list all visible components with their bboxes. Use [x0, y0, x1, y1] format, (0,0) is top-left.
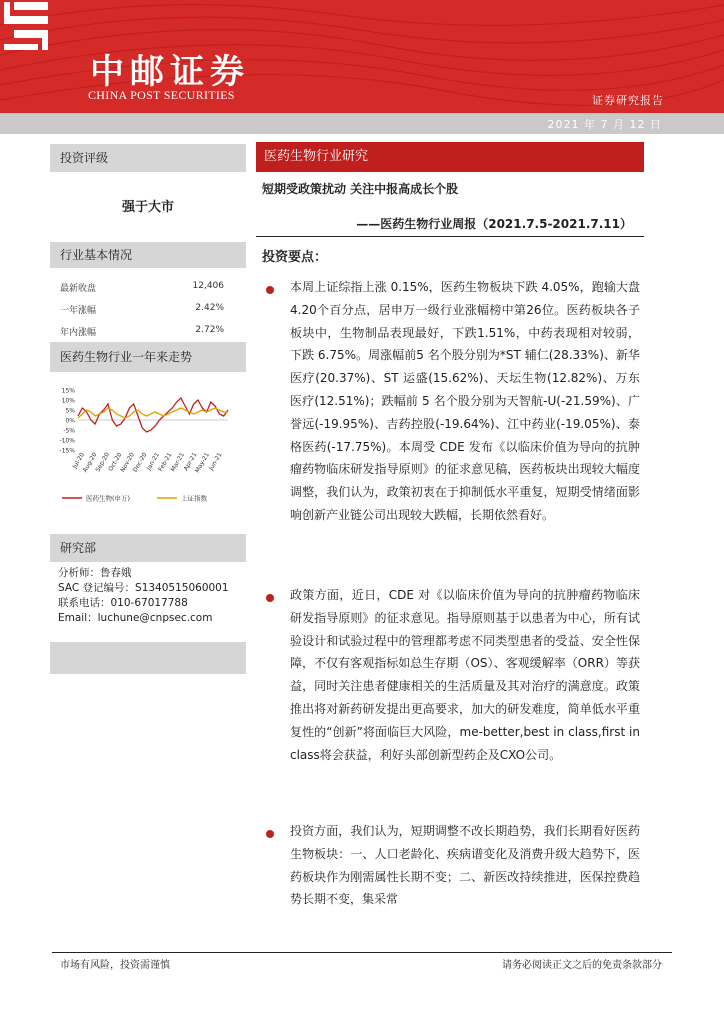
x-tick-label: Jan-21 — [145, 451, 161, 472]
research-label: 研究部 — [50, 534, 246, 562]
legend-label: 上证指数 — [181, 494, 207, 503]
x-tick-label: Nov-20 — [119, 451, 136, 474]
rating-value: 强于大市 — [121, 200, 174, 215]
key-points-heading: 投资要点： — [262, 250, 328, 265]
series-line — [78, 408, 228, 418]
divider — [256, 236, 644, 237]
y-tick-label: 0% — [65, 417, 75, 425]
legend-label: 医药生物(申万) — [86, 494, 131, 503]
x-tick-label: Aug-20 — [81, 451, 99, 474]
section-title-bar: 医药生物行业研究 — [256, 142, 644, 172]
basics-row-label: 年内涨幅 — [60, 328, 97, 338]
y-tick-label: 15% — [61, 387, 75, 395]
bullet-icon — [266, 594, 274, 602]
header-banner — [0, 0, 724, 113]
basics-row-label: 最新收盘 — [60, 284, 97, 294]
basics-row-value: 2.72% — [195, 325, 224, 335]
rating-label: 投资评级 — [50, 144, 246, 172]
bullet-paragraph: 投资方面，我们认为，短期调整不改长期趋势，我们长期看好医药生物板块：一、人口老龄化、疾病谱变化及消费升级大趋势下，医药板块作为刚需属性长期不变；二、新医改持续推进，医保控费趋势长期不变，集采常 — [290, 824, 640, 907]
basics-row-label: 一年涨幅 — [60, 306, 97, 316]
x-tick-label: Jun-21 — [207, 451, 224, 472]
y-tick-label: -10% — [59, 437, 75, 445]
bullet-icon — [266, 830, 274, 838]
y-tick-label: 10% — [61, 397, 75, 405]
basics-row — [60, 303, 236, 316]
date-bar — [0, 113, 724, 134]
analyst-info — [58, 566, 229, 626]
bullet-paragraph: 政策方面，近日，CDE 对《以临床价值为导向的抗肿瘤药物临床研发指导原则》的征求意见。指导原则基于以患者为中心，所有试验设计和试验过程中的管理都考虑不同类型患者的受益、安全性保障，不仅有客观指标如总生存期（OS）、客观缓解率（ORR）等获益，同时关注患者健康相关的生活质量及其对治疗的满意度。政策推出将对新药研发提出更高要求，加大的研发难度，简单低水平重复性的“创新”将面临巨大风险，me-better,best in class,first in class将会获益，利好头部创新型药企及CXO公司。 — [290, 588, 640, 762]
analyst-phone: 联系电话：010-67017788 — [58, 597, 188, 609]
y-tick-label: -5% — [63, 427, 75, 435]
basics-row — [60, 281, 236, 294]
basics-label: 行业基本情况 — [50, 242, 246, 268]
bullet-paragraph: 本周上证综指上涨 0.15%，医药生物板块下跌 4.05%，跑输大盘4.20个百分点，居申万一级行业涨幅榜中第26位。医药板块各子板块中，生物制品表现最好，下跌1.51%，中药表现相对较弱，下跌 6.75%。周涨幅前5 名个股分别为*ST 辅仁(28.33%)、新华医疗(20.37%)、ST 运盛(15.62%)、天坛生物(12.82%)、万东医疗(12.51%)；跌幅前 5 名个股分别为天智航-U(-21.59%)、广誉远(-19.95%)、吉药控股(-19.64%)、江中药业(-19.05%)、泰格医药(-17.75%)。本周受 CDE 发布《以临床价值为导向的抗肿瘤药物临床研发指导原则》的征求意见稿，医药板块出现较大幅度调整，我们认为，政策初衷在于抑制低水平重复，短期受情绪面影响创新产业链公司出现较大跌幅，长期依然看好。 — [290, 280, 640, 522]
analyst-sac: SAC 登记编号：S1340515060001 — [58, 582, 229, 594]
x-tick-label: May-21 — [193, 451, 211, 475]
sidebar-bottom-panel — [50, 642, 246, 674]
basics-row-value: 2.42% — [195, 303, 224, 313]
brand-name-en: CHINA POST SECURITIES — [88, 88, 235, 102]
footer-divider — [52, 952, 672, 953]
china-post-logo-icon — [0, 0, 52, 52]
x-tick-label: Jul-20 — [71, 451, 86, 470]
analyst-name: 分析师：鲁春娥 — [58, 567, 132, 579]
report-subheadline: ——医药生物行业周报（2021.7.5-2021.7.11） — [356, 217, 632, 231]
x-tick-label: Feb-21 — [157, 451, 174, 473]
x-tick-label: Sep-20 — [94, 451, 111, 474]
footer-risk-note: 市场有风险，投资需谨慎 — [60, 960, 170, 971]
report-type: 证券研究报告 — [592, 94, 664, 107]
brand-name-cn: 中邮证券 — [90, 52, 250, 92]
x-tick-label: Oct-20 — [107, 451, 124, 473]
trend-label: 医药生物行业一年来走势 — [50, 342, 246, 372]
x-tick-label: Apr-21 — [182, 451, 199, 473]
report-headline: 短期受政策扰动 关注中报高成长个股 — [262, 182, 459, 196]
basics-row — [60, 325, 236, 338]
y-tick-label: -15% — [59, 447, 75, 455]
footer-disclaimer: 请务必阅读正文之后的免责条款部分 — [502, 960, 662, 971]
bullet-icon — [266, 286, 274, 294]
analyst-email: Email：luchune@cnpsec.com — [58, 612, 213, 624]
x-tick-label: Dec-20 — [131, 451, 149, 474]
y-tick-label: 5% — [65, 407, 75, 415]
series-line — [78, 398, 228, 432]
report-date: 2021 年 7 月 12 日 — [547, 118, 662, 131]
basics-row-value: 12,406 — [192, 281, 224, 291]
trend-chart — [52, 384, 242, 514]
x-tick-label: Mar-21 — [169, 451, 186, 473]
